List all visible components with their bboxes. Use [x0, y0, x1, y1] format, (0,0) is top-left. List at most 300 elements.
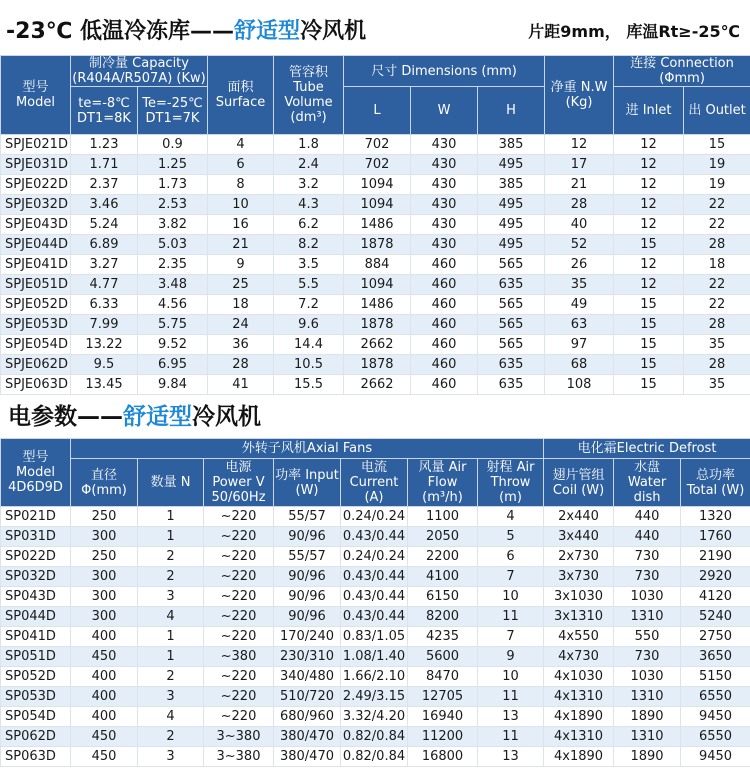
table-cell: 16940 [408, 707, 478, 727]
table-cell: 12 [614, 215, 684, 235]
table-cell: 22 [684, 215, 750, 235]
table-row [1, 175, 750, 195]
table-cell: 6550 [681, 687, 750, 707]
table-cell: 10 [478, 667, 544, 687]
table-cell: 2 [138, 547, 204, 567]
col-connection: 连接 Connection (Φmm) [614, 56, 750, 87]
table-cell: 5150 [681, 667, 750, 687]
table-cell: 550 [614, 627, 681, 647]
table-cell: 6.2 [274, 215, 344, 235]
table-cell: 2750 [681, 627, 750, 647]
table-cell: 13.45 [71, 375, 138, 395]
table-cell: 2.35 [138, 255, 208, 275]
table-cell: 90/96 [274, 587, 341, 607]
table-cell: 1094 [344, 175, 411, 195]
table-cell: 702 [344, 135, 411, 155]
table-cell: 9 [208, 255, 274, 275]
table-cell: 49 [545, 295, 614, 315]
table-cell: 28 [684, 315, 750, 335]
table-cell: 440 [614, 507, 681, 527]
table-cell: 2200 [408, 547, 478, 567]
table-cell: 2 [138, 667, 204, 687]
table-cell: 9.6 [274, 315, 344, 335]
section2-title-prefix: 电参数—— [8, 404, 123, 430]
table-cell: 8 [208, 175, 274, 195]
model-cell: SP041D [1, 627, 71, 647]
table-cell: 12 [545, 135, 614, 155]
model-cell: SP043D [1, 587, 71, 607]
table-cell: 6150 [408, 587, 478, 607]
table-cell: 5.24 [71, 215, 138, 235]
table-cell: 25 [208, 275, 274, 295]
model-cell: SP052D [1, 667, 71, 687]
table-cell: 36 [208, 335, 274, 355]
table-cell: 385 [478, 175, 545, 195]
table-cell: 495 [478, 215, 545, 235]
table-cell: 11 [478, 607, 544, 627]
model-cell: SPJE063D [1, 375, 71, 395]
table-cell: 510/720 [274, 687, 341, 707]
table-cell: 12 [614, 195, 684, 215]
table-cell: 4x1890 [544, 707, 614, 727]
table-cell: ~220 [204, 507, 274, 527]
table-cell: 1760 [681, 527, 750, 547]
table-cell: 0.24/0.24 [341, 507, 408, 527]
section1-title-suffix: 冷风机 [300, 19, 367, 44]
table-cell: 1.66/2.10 [341, 667, 408, 687]
table-row [1, 727, 750, 747]
table-cell: 250 [71, 507, 138, 527]
table-cell: 450 [71, 727, 138, 747]
table-cell: 3x730 [544, 567, 614, 587]
col-fan-count: 数量 N [138, 459, 204, 507]
model-cell: SPJE031D [1, 155, 71, 175]
table-cell: 300 [71, 607, 138, 627]
table-cell: 14.4 [274, 335, 344, 355]
model-cell: SP062D [1, 727, 71, 747]
table-cell: 3.2 [274, 175, 344, 195]
table-cell: 3~380 [204, 747, 274, 767]
table-cell: ~220 [204, 547, 274, 567]
table-cell: 2 [138, 727, 204, 747]
table-cell: ~220 [204, 587, 274, 607]
table-cell: 15 [614, 295, 684, 315]
section1-title-prefix: -23℃ 低温冷冻库—— [6, 19, 235, 44]
table-cell: 400 [71, 687, 138, 707]
section1-title-bar [6, 14, 746, 44]
table-cell: 1890 [614, 707, 681, 727]
table-cell: 450 [71, 747, 138, 767]
table-cell: 565 [478, 255, 545, 275]
col-capacity: 制冷量 Capacity (R404A/R507A) (Kw) [72, 56, 206, 86]
table-cell: 3650 [681, 647, 750, 667]
table-cell: 1.25 [138, 155, 208, 175]
table-cell: 2662 [344, 335, 411, 355]
table-cell: 2662 [344, 375, 411, 395]
table-cell: 1094 [344, 275, 411, 295]
table-cell: 635 [478, 275, 545, 295]
model-cell: SPJE053D [1, 315, 71, 335]
table-cell: 15 [684, 135, 750, 155]
table-cell: 6 [208, 155, 274, 175]
table-cell: 8200 [408, 607, 478, 627]
table-cell: 21 [545, 175, 614, 195]
table-cell: 63 [545, 315, 614, 335]
table-cell: 28 [684, 235, 750, 255]
table-cell: 2x730 [544, 547, 614, 567]
col-electric-defrost: 电化霜Electric Defrost [544, 439, 750, 459]
model-cell: SPJE051D [1, 275, 71, 295]
section1-title-accent: 舒适型 [234, 19, 301, 44]
col-water-dish: 水盘 Water dish [614, 459, 681, 507]
table-cell: 460 [411, 315, 478, 335]
table-row [1, 687, 750, 707]
table-cell: 10.5 [274, 355, 344, 375]
table-cell: 22 [684, 275, 750, 295]
section1-title [6, 14, 366, 45]
table-cell: 300 [71, 567, 138, 587]
col-coil: 翅片管组 Coil (W) [544, 459, 614, 507]
table-cell: 15 [614, 355, 684, 375]
table-row [1, 527, 750, 547]
table-cell: 3.48 [138, 275, 208, 295]
table-cell: 460 [411, 275, 478, 295]
table-row [1, 375, 750, 395]
table-cell: 12 [614, 275, 684, 295]
model-cell: SPJE052D [1, 295, 71, 315]
table-cell: 5 [478, 527, 544, 547]
table-cell: 3.27 [71, 255, 138, 275]
model-cell: SP053D [1, 687, 71, 707]
table-cell: 4 [208, 135, 274, 155]
table-cell: 9 [478, 647, 544, 667]
table-row [1, 567, 750, 587]
table-cell: 300 [71, 587, 138, 607]
model-cell: SPJE021D [1, 135, 71, 155]
table-cell: 2 [138, 567, 204, 587]
model-cell: SPJE044D [1, 235, 71, 255]
table-cell: 495 [478, 235, 545, 255]
table-cell: 4 [478, 507, 544, 527]
col-dimensions: 尺寸 Dimensions (mm) [344, 56, 545, 87]
table-cell: 9.52 [138, 335, 208, 355]
section2-title [8, 398, 261, 431]
col-diameter: 直径 Φ(mm) [71, 459, 138, 507]
table-cell: 1.71 [71, 155, 138, 175]
col-current: 电流 Current (A) [341, 459, 408, 507]
table-cell: 0.24/0.24 [341, 547, 408, 567]
col-surface: 面积 Surface [208, 56, 274, 135]
table-cell: 450 [71, 647, 138, 667]
table-cell: 1030 [614, 667, 681, 687]
table-cell: 9.84 [138, 375, 208, 395]
model-cell: SP051D [1, 647, 71, 667]
table-cell: 35 [684, 335, 750, 355]
table-cell: 565 [478, 315, 545, 335]
table-cell: 4x550 [544, 627, 614, 647]
table-cell: 16 [208, 215, 274, 235]
table-cell: 4100 [408, 567, 478, 587]
table-cell: 1878 [344, 315, 411, 335]
model-cell: SP044D [1, 607, 71, 627]
table-cell: 15 [614, 315, 684, 335]
table-cell: 9.5 [71, 355, 138, 375]
section1-spec: 片距9mm， 库温Rt≥-25℃ [528, 22, 740, 41]
table-cell: 430 [411, 215, 478, 235]
table-cell: 2050 [408, 527, 478, 547]
table-cell: 495 [478, 195, 545, 215]
table-cell: 1 [138, 627, 204, 647]
table-cell: 380/470 [274, 727, 341, 747]
table-cell: 52 [545, 235, 614, 255]
table-cell: 0.82/0.84 [341, 727, 408, 747]
table-cell: 1.08/1.40 [341, 647, 408, 667]
table-row [1, 255, 750, 275]
table-cell: ~220 [204, 627, 274, 647]
table-cell: 884 [344, 255, 411, 275]
table-row [1, 587, 750, 607]
table-cell: 400 [71, 667, 138, 687]
table-cell: 10 [208, 195, 274, 215]
table-cell: 0.43/0.44 [341, 587, 408, 607]
table-cell: 2.53 [138, 195, 208, 215]
table-cell: 5.5 [274, 275, 344, 295]
table-cell: 108 [545, 375, 614, 395]
table-cell: 16800 [408, 747, 478, 767]
table-cell: 1878 [344, 235, 411, 255]
table-cell: 430 [411, 155, 478, 175]
table-cell: 55/57 [274, 507, 341, 527]
table-cell: 230/310 [274, 647, 341, 667]
table-cell: 4.77 [71, 275, 138, 295]
table-cell: ~220 [204, 707, 274, 727]
table-cell: 495 [478, 155, 545, 175]
table-cell: 12 [614, 175, 684, 195]
table-cell: 22 [684, 295, 750, 315]
table-cell: 5.75 [138, 315, 208, 335]
col-model: 型号 Model 4D6D9D [1, 439, 71, 507]
table-cell: 2x440 [544, 507, 614, 527]
table-cell: 9450 [681, 747, 750, 767]
table-cell: 10 [478, 587, 544, 607]
table-cell: 1 [138, 647, 204, 667]
col-air-throw: 射程 Air Throw (m) [478, 459, 544, 507]
table-cell: ~220 [204, 527, 274, 547]
table-cell: 1890 [614, 747, 681, 767]
table-cell: 635 [478, 375, 545, 395]
table-cell: 15 [614, 375, 684, 395]
table-cell: 6.33 [71, 295, 138, 315]
table-row [1, 315, 750, 335]
table-cell: 97 [545, 335, 614, 355]
model-cell: SPJE022D [1, 175, 71, 195]
table-cell: 0.43/0.44 [341, 607, 408, 627]
table-cell: 3.82 [138, 215, 208, 235]
table-cell: 3x440 [544, 527, 614, 547]
table-cell: 18 [684, 255, 750, 275]
table-cell: 1310 [614, 607, 681, 627]
table-cell: 6.89 [71, 235, 138, 255]
table-row [1, 647, 750, 667]
model-cell: SPJE062D [1, 355, 71, 375]
table-row [1, 747, 750, 767]
table-cell: 680/960 [274, 707, 341, 727]
table-cell: 12 [614, 155, 684, 175]
table-cell: 7 [478, 567, 544, 587]
table-cell: 430 [411, 235, 478, 255]
table-cell: 460 [411, 295, 478, 315]
table-cell: 40 [545, 215, 614, 235]
col-dim-l: L [344, 87, 411, 135]
table-cell: 400 [71, 627, 138, 647]
table-cell: 3 [138, 687, 204, 707]
table-cell: 7 [478, 627, 544, 647]
table-cell: 17 [545, 155, 614, 175]
model-cell: SP031D [1, 527, 71, 547]
col-outlet: 出 Outlet [684, 87, 750, 135]
table-cell: 22 [684, 195, 750, 215]
table-cell: 7.2 [274, 295, 344, 315]
table-cell: 9450 [681, 707, 750, 727]
table-cell: 460 [411, 335, 478, 355]
table-cell: 90/96 [274, 567, 341, 587]
table-cell: 0.82/0.84 [341, 747, 408, 767]
table-cell: 13 [478, 707, 544, 727]
table-cell: 0.43/0.44 [341, 567, 408, 587]
col-dim-w: W [411, 87, 478, 135]
table-row [1, 215, 750, 235]
col-tube-volume: 管容积 Tube Volume (dm³) [274, 56, 344, 135]
table-cell: 8470 [408, 667, 478, 687]
table-cell: 19 [684, 155, 750, 175]
table-cell: ~220 [204, 667, 274, 687]
table-cell: 28 [545, 195, 614, 215]
table-cell: 430 [411, 195, 478, 215]
table-cell: 3.46 [71, 195, 138, 215]
table-cell: 1486 [344, 295, 411, 315]
table-cell: 1310 [614, 687, 681, 707]
table-row [1, 607, 750, 627]
table-cell: 702 [344, 155, 411, 175]
table-cell: 6.95 [138, 355, 208, 375]
table-cell: 3.32/4.20 [341, 707, 408, 727]
col-input: 功率 Input (W) [274, 459, 341, 507]
table-cell: 430 [411, 135, 478, 155]
table-cell: ~220 [204, 687, 274, 707]
table-cell: ~220 [204, 567, 274, 587]
table-cell: 6550 [681, 727, 750, 747]
table-cell: 28 [208, 355, 274, 375]
table-cell: 3x1030 [544, 587, 614, 607]
table-cell: 1.23 [71, 135, 138, 155]
table-cell: 1 [138, 507, 204, 527]
col-weight: 净重 N.W (Kg) [545, 56, 614, 135]
table-cell: 300 [71, 527, 138, 547]
table-cell: 90/96 [274, 527, 341, 547]
table-cell: 4x1890 [544, 747, 614, 767]
table-row [1, 155, 750, 175]
table-cell: 4x1310 [544, 687, 614, 707]
table-cell: 1.8 [274, 135, 344, 155]
table-row [1, 627, 750, 647]
table-cell: 1878 [344, 355, 411, 375]
table-cell: 24 [208, 315, 274, 335]
table-cell: 250 [71, 547, 138, 567]
table-cell: 21 [208, 235, 274, 255]
table-cell: 35 [545, 275, 614, 295]
table-cell: 380/470 [274, 747, 341, 767]
table-cell: 3~380 [204, 727, 274, 747]
col-capacity-te25: Te=-25℃ DT1=7K [138, 87, 208, 135]
table-cell: 3.5 [274, 255, 344, 275]
table-row [1, 195, 750, 215]
table-row [1, 295, 750, 315]
table-cell: 41 [208, 375, 274, 395]
table-cell: 1094 [344, 195, 411, 215]
model-cell: SP032D [1, 567, 71, 587]
table-cell: 35 [684, 375, 750, 395]
table-row [1, 135, 750, 155]
table-row [1, 667, 750, 687]
table-cell: 4.3 [274, 195, 344, 215]
col-air-flow: 风量 Air Flow (m³/h) [408, 459, 478, 507]
specs-table [0, 55, 750, 395]
electrical-table [0, 438, 750, 767]
table-row [1, 707, 750, 727]
table-cell: 5.03 [138, 235, 208, 255]
table-row [1, 507, 750, 527]
section2-title-accent: 舒适型 [123, 404, 192, 430]
table-cell: 2.49/3.15 [341, 687, 408, 707]
table-cell: 460 [411, 255, 478, 275]
table-cell: 1100 [408, 507, 478, 527]
table-cell: 730 [614, 547, 681, 567]
table-row [1, 335, 750, 355]
table-cell: 55/57 [274, 547, 341, 567]
table-cell: 440 [614, 527, 681, 547]
table-cell: 5240 [681, 607, 750, 627]
model-cell: SPJE054D [1, 335, 71, 355]
table-cell: 635 [478, 355, 545, 375]
model-cell: SP054D [1, 707, 71, 727]
table-cell: 4 [138, 607, 204, 627]
table-row [1, 547, 750, 567]
model-cell: SP063D [1, 747, 71, 767]
table-cell: 5600 [408, 647, 478, 667]
model-cell: SPJE041D [1, 255, 71, 275]
table-cell: 1486 [344, 215, 411, 235]
col-inlet: 进 Inlet [614, 87, 684, 135]
table-cell: 170/240 [274, 627, 341, 647]
table-cell: 0.83/1.05 [341, 627, 408, 647]
table-cell: 19 [684, 175, 750, 195]
table-cell: 12 [614, 135, 684, 155]
table-cell: 4x730 [544, 647, 614, 667]
table-cell: 4235 [408, 627, 478, 647]
table-cell: 565 [478, 295, 545, 315]
table-cell: ~380 [204, 647, 274, 667]
table-cell: 565 [478, 335, 545, 355]
table-cell: 15.5 [274, 375, 344, 395]
table-cell: 3 [138, 747, 204, 767]
model-cell: SPJE043D [1, 215, 71, 235]
table-row [1, 275, 750, 295]
table-cell: 1.73 [138, 175, 208, 195]
table-cell: 340/480 [274, 667, 341, 687]
table-cell: 2920 [681, 567, 750, 587]
table-cell: 0.9 [138, 135, 208, 155]
table-cell: 730 [614, 647, 681, 667]
